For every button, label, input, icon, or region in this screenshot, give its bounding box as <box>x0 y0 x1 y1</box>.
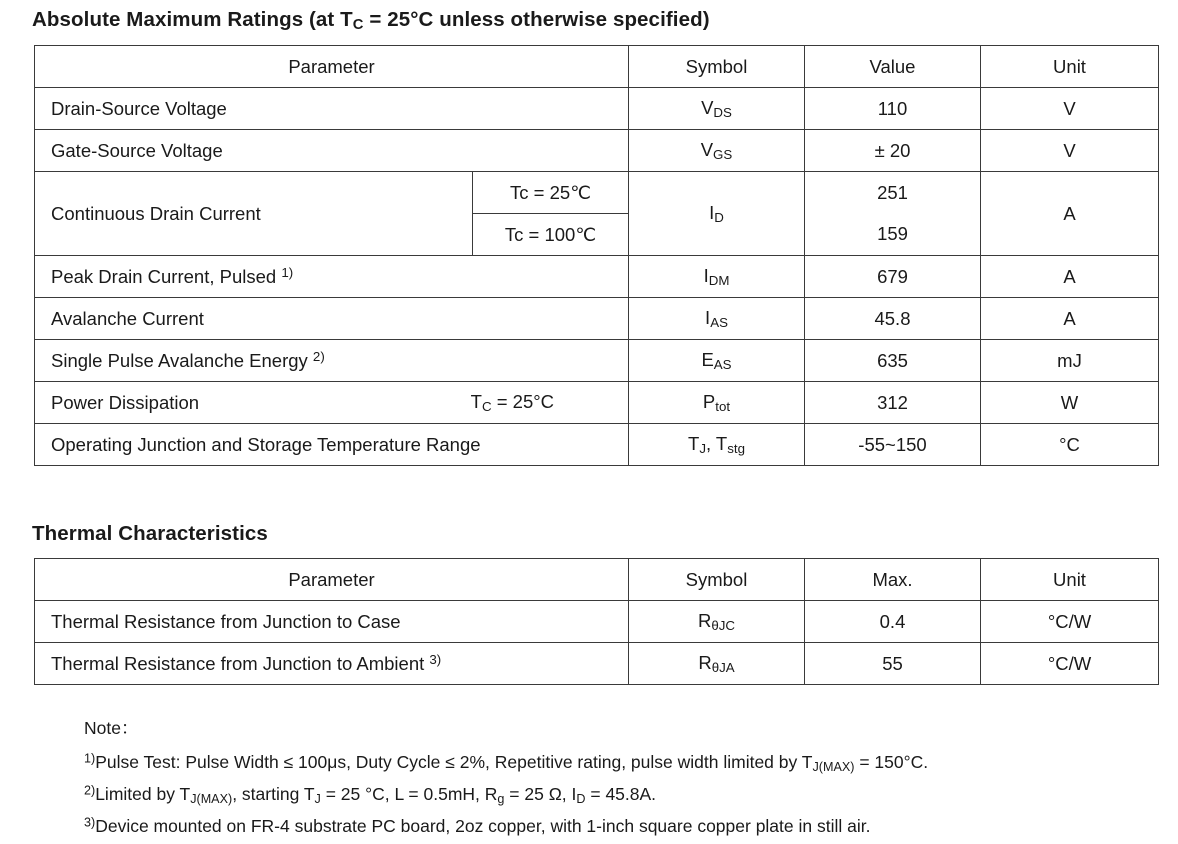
note-text: Device mounted on FR-4 substrate PC board, 2oz copper, with 1-inch square copper plate in still air. <box>95 815 871 836</box>
symbol-base-2: , T <box>705 433 728 455</box>
note-index: 3) <box>84 815 96 830</box>
notes-block <box>84 713 1158 842</box>
row-value-25c: 251 <box>805 172 981 214</box>
row-value: -55~150 <box>805 424 981 466</box>
table-row <box>35 172 1159 214</box>
symbol-sub-2: stg <box>727 441 745 457</box>
note-sub: J(MAX) <box>812 759 855 774</box>
table-row <box>35 340 1159 382</box>
table-header-row <box>35 46 1159 88</box>
column-header-parameter: Parameter <box>35 46 629 88</box>
condition-prefix: T <box>470 391 482 413</box>
row-symbol <box>629 298 805 340</box>
row-value: ± 20 <box>805 130 981 172</box>
row-parameter: Avalanche Current <box>35 298 629 340</box>
note-index: 2) <box>84 783 96 798</box>
condition-sub: C <box>481 399 492 415</box>
row-symbol <box>629 88 805 130</box>
footnote-marker: 3) <box>429 652 442 668</box>
table-header-row <box>35 559 1159 601</box>
table-row <box>35 382 1159 424</box>
column-header-unit: Unit <box>981 559 1159 601</box>
row-symbol <box>629 643 805 685</box>
column-header-max: Max. <box>805 559 981 601</box>
row-unit: °C/W <box>981 643 1159 685</box>
section-spacer <box>30 466 1158 522</box>
footnote-marker: 2) <box>312 349 325 365</box>
row-condition-100c: Tc = 100℃ <box>473 214 629 256</box>
note-text-4: = 25 Ω, I <box>504 783 577 804</box>
table-row <box>35 424 1159 466</box>
row-parameter-text: Power Dissipation <box>51 391 200 413</box>
note-text: Limited by T <box>95 783 191 804</box>
row-value: 635 <box>805 340 981 382</box>
table-row <box>35 88 1159 130</box>
note-sub-4: D <box>576 791 586 806</box>
row-value: 679 <box>805 256 981 298</box>
symbol-base: R <box>698 652 712 674</box>
table-row <box>35 256 1159 298</box>
row-symbol <box>629 256 805 298</box>
table-row <box>35 298 1159 340</box>
note-text-2: = 150°C. <box>854 752 929 773</box>
thermal-characteristics-title: Thermal Characteristics <box>32 522 268 546</box>
note-text-5: = 45.8A. <box>585 783 657 804</box>
note-item-3 <box>84 811 1158 843</box>
row-value: 45.8 <box>805 298 981 340</box>
symbol-base: E <box>701 349 714 371</box>
row-unit: V <box>981 88 1159 130</box>
column-header-symbol: Symbol <box>629 559 805 601</box>
row-symbol <box>629 340 805 382</box>
note-sub: J(MAX) <box>190 791 233 806</box>
note-index: 1) <box>84 751 96 766</box>
abs-max-title-sub: C <box>352 17 364 34</box>
note-text: Pulse Test: Pulse Width ≤ 100μs, Duty Cycle ≤ 2%, Repetitive rating, pulse width limited by T <box>95 752 813 773</box>
column-header-parameter: Parameter <box>35 559 629 601</box>
table-row <box>35 601 1159 643</box>
row-unit: °C/W <box>981 601 1159 643</box>
note-text-2: , starting T <box>232 783 315 804</box>
table-row <box>35 643 1159 685</box>
row-unit: V <box>981 130 1159 172</box>
symbol-sub: θJC <box>711 618 736 634</box>
row-condition-25c: Tc = 25℃ <box>473 172 629 214</box>
note-text-3: = 25 °C, L = 0.5mH, R <box>320 783 498 804</box>
symbol-sub: AS <box>713 357 732 373</box>
symbol-sub: GS <box>713 147 733 163</box>
abs-max-ratings-table <box>34 45 1159 466</box>
row-unit: A <box>981 298 1159 340</box>
footnote-marker: 1) <box>281 265 294 281</box>
row-parameter <box>35 340 629 382</box>
row-parameter: Drain-Source Voltage <box>35 88 629 130</box>
row-parameter <box>35 601 629 643</box>
row-parameter: Operating Junction and Storage Temperature Range <box>35 424 629 466</box>
symbol-base: I <box>703 265 709 287</box>
symbol-sub: D <box>714 210 724 226</box>
row-symbol <box>629 172 805 256</box>
table-row <box>35 130 1159 172</box>
thermal-characteristics-table <box>34 558 1159 685</box>
row-parameter: Continuous Drain Current <box>35 172 473 256</box>
row-value: 0.4 <box>805 601 981 643</box>
column-header-symbol: Symbol <box>629 46 805 88</box>
symbol-sub: DM <box>708 273 730 289</box>
note-sub-2: J <box>314 791 321 806</box>
row-value-100c: 159 <box>805 214 981 256</box>
symbol-sub: tot <box>715 399 731 415</box>
abs-max-title-suffix: = 25°C unless otherwise specified) <box>363 8 710 31</box>
notes-heading: Note： <box>84 718 139 739</box>
note-sub-3: g <box>497 791 505 806</box>
symbol-base: T <box>688 433 700 455</box>
row-value: 55 <box>805 643 981 685</box>
condition-suffix: = 25°C <box>491 391 554 413</box>
row-parameter <box>35 643 629 685</box>
abs-max-title-prefix: Absolute Maximum Ratings (at T <box>32 8 353 31</box>
symbol-base: V <box>700 139 714 161</box>
row-unit: A <box>981 172 1159 256</box>
abs-max-ratings-title <box>32 8 1158 33</box>
row-parameter: Gate-Source Voltage <box>35 130 629 172</box>
symbol-sub: J <box>699 441 706 457</box>
symbol-sub: AS <box>710 315 728 331</box>
symbol-base: P <box>702 391 716 413</box>
row-unit: A <box>981 256 1159 298</box>
row-value: 312 <box>805 382 981 424</box>
note-item-2 <box>84 779 1158 811</box>
row-condition <box>471 391 554 414</box>
column-header-unit: Unit <box>981 46 1159 88</box>
row-parameter <box>35 382 629 424</box>
symbol-base: V <box>701 97 714 119</box>
row-unit: °C <box>981 424 1159 466</box>
row-unit: W <box>981 382 1159 424</box>
symbol-base: I <box>709 202 715 224</box>
row-unit: mJ <box>981 340 1159 382</box>
column-header-value: Value <box>805 46 981 88</box>
row-value: 110 <box>805 88 981 130</box>
symbol-sub: DS <box>713 105 732 121</box>
symbol-base: I <box>705 307 711 329</box>
row-parameter-text: Single Pulse Avalanche Energy <box>51 350 313 372</box>
row-symbol <box>629 424 805 466</box>
row-symbol <box>629 601 805 643</box>
symbol-sub: θJA <box>711 660 735 676</box>
row-parameter <box>35 256 629 298</box>
row-parameter-text: Thermal Resistance from Junction to Case <box>51 611 401 633</box>
row-parameter-text: Thermal Resistance from Junction to Ambient <box>51 653 430 675</box>
symbol-base: R <box>697 610 712 632</box>
row-symbol <box>629 382 805 424</box>
row-symbol <box>629 130 805 172</box>
row-parameter-text: Peak Drain Current, Pulsed <box>51 266 282 288</box>
note-item-1 <box>84 747 1158 779</box>
